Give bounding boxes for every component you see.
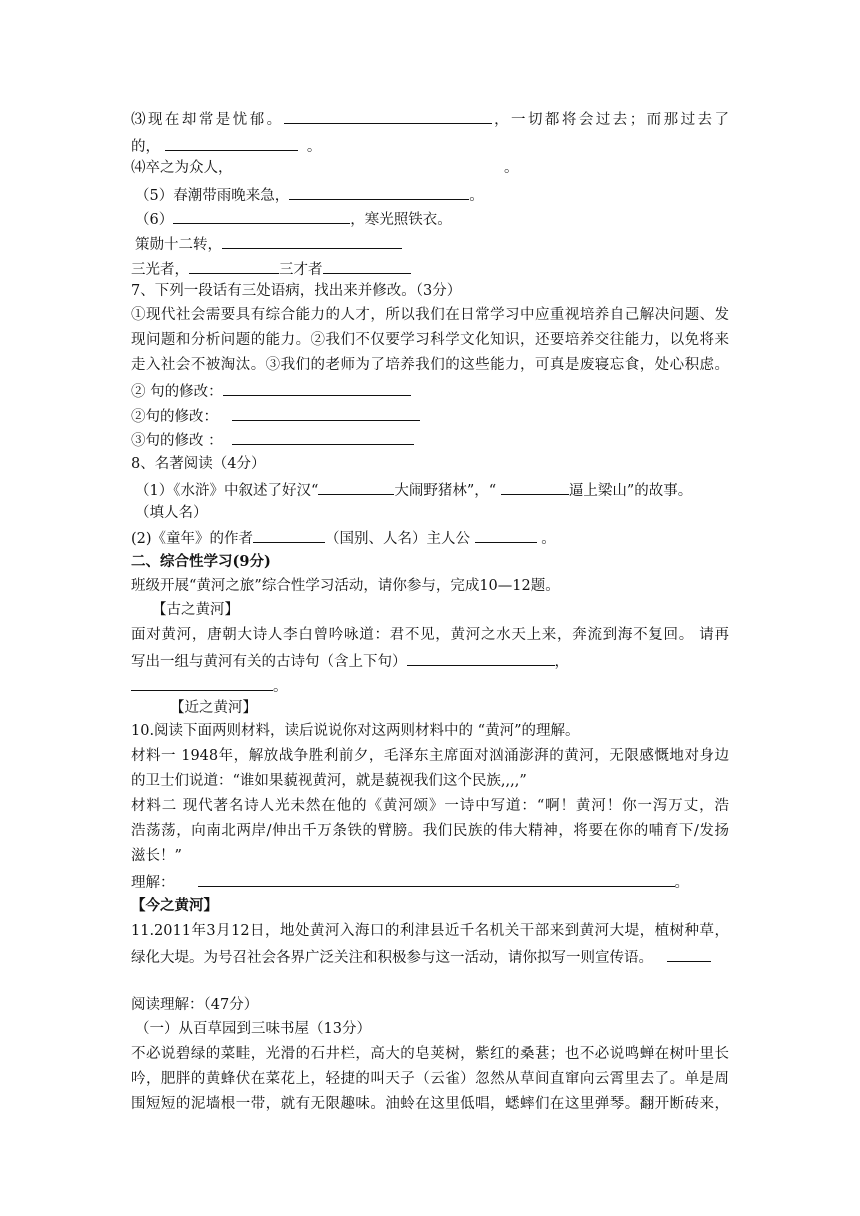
q7-fix1 [131, 380, 411, 402]
q7-p2: 现问题和分析问题的能力。②我们不仅要学习科学文化知识，还要培养交往能力，以免将来 [131, 332, 729, 348]
q5-line [135, 184, 484, 206]
q11-b [131, 946, 711, 968]
q7-fix3-blank[interactable] [232, 429, 414, 445]
q11-b-text: 绿化大堤。为号召社会各界广泛关注和积极参与这一活动，请你拟写一则宣传语。 [131, 950, 653, 966]
q3-prefix: ⑶现在却常是忧郁。 [131, 112, 284, 128]
now-heading: 【今之黄河】 [131, 897, 218, 914]
q3-blank2[interactable] [165, 135, 298, 151]
ancient-p3-end: 。 [273, 679, 288, 695]
q6c-a: 三光者， [131, 262, 189, 278]
reading-title: 阅读理解：（47分） [131, 997, 259, 1013]
q10-title: 10.阅读下面两则材料，读后说说你对这两则材料中的 “黄河”的理解。 [131, 723, 580, 739]
q7-title: 7、下列一段话有三处语病，找出来并修改。（3分） [131, 283, 462, 299]
q8-l3b: （国别、人名）主人公 [325, 531, 475, 547]
q6-suffix: ，寒光照铁衣。 [350, 212, 452, 228]
q8-blank3[interactable] [253, 527, 325, 543]
ancient-heading: 【古之黄河】 [152, 602, 239, 618]
ancient-p2-end: ， [554, 654, 569, 670]
q5-suffix: 。 [469, 188, 484, 204]
q8-blank2[interactable] [501, 479, 569, 495]
q5-prefix: （5）春潮带雨晚来急， [135, 188, 290, 204]
q3-blank1[interactable] [284, 108, 492, 124]
ancient-blank2[interactable] [131, 675, 273, 691]
q11-a: 11.2011年3月12日，地处黄河入海口的利津县近千名机关干部来到黄河大堤，植树种草， [131, 923, 729, 939]
q7-fix3 [131, 429, 414, 451]
reading-p2: 吟，肥胖的黄蜂伏在菜花上，轻捷的叫天子（云雀）忽然从草间直窜向云霄里去了。单是周 [131, 1071, 729, 1087]
q6b-blank[interactable] [222, 233, 402, 249]
q4-suffix: 。 [504, 160, 519, 176]
q8-line1 [135, 479, 692, 501]
section2-intro: 班级开展“黄河之旅”综合性学习活动，请你参与，完成10—12题。 [131, 578, 560, 594]
q8-blank4[interactable] [475, 527, 537, 543]
reading-p1: 不必说碧绿的菜畦，光滑的石井栏，高大的皂荚树，紫红的桑葚；也不必说鸣蝉在树叶里长 [131, 1046, 729, 1062]
material2-b: 浩荡荡，向南北两岸/伸出千万条铁的臂膀。我们民族的伟大精神，将要在你的哺育下/发扬 [131, 823, 729, 839]
q6c-b: 三才者 [279, 262, 323, 278]
q8-l1b: 大闹野猪林”，“ [394, 483, 501, 499]
ancient-p3 [131, 675, 288, 697]
q8-l3c: 。 [536, 531, 556, 547]
material2-a: 材料二 现代著名诗人光未然在他的《黄河颂》一诗中写道：“啊！黄河！你一泻万丈，浩 [131, 798, 729, 814]
q7-p1: ①现代社会需要具有综合能力的人才，所以我们在日常学习中应重视培养自己解决问题、发 [131, 307, 729, 323]
recent-heading: 【近之黄河】 [170, 700, 257, 716]
q3-line2-prefix: 的， [131, 139, 160, 155]
q6-blank[interactable] [173, 208, 350, 224]
understand-label: 理解： [131, 875, 175, 891]
q7-fix1-blank[interactable] [223, 380, 411, 396]
q8-line2: （填人名） [135, 505, 208, 521]
ancient-p2 [131, 650, 569, 672]
material2-c: 滋长！” [131, 848, 182, 864]
q4-prefix: ⑷卒之为众人， [131, 160, 233, 176]
ancient-blank1[interactable] [407, 650, 555, 666]
q5-blank[interactable] [289, 184, 469, 200]
q8-blank1[interactable] [318, 479, 394, 495]
understand-line [131, 871, 689, 893]
q6c-blank1[interactable] [189, 258, 279, 274]
material1-a: 材料一 1948年，解放战争胜利前夕，毛泽东主席面对汹涌澎湃的黄河，无限感慨地对身边 [131, 748, 729, 764]
q8-title: 8、名著阅读（4分） [131, 456, 266, 472]
q8-l3a: (2)《童年》的作者 [131, 531, 254, 547]
q3-line2 [131, 135, 321, 157]
material1-b: 的卫士们说道：“谁如果藐视黄河，就是藐视我们这个民族,,,,” [131, 773, 527, 789]
section2-title: 二、综合性学习(9分) [131, 553, 271, 570]
q6c-line [131, 258, 411, 280]
q6-line [135, 208, 452, 230]
q4-suffix-wrap [504, 158, 519, 178]
reading-p3: 围短短的泥墙根一带，就有无限趣味。油蛉在这里低唱，蟋蟀们在这里弹琴。翻开断砖来， [131, 1096, 729, 1112]
q6c-blank2[interactable] [323, 258, 411, 274]
q7-fix3-label: ③句的修改 ： [131, 433, 223, 449]
ancient-p2-text: 写出一组与黄河有关的古诗句（含上下句） [131, 654, 407, 670]
q6-prefix: （6） [135, 212, 174, 228]
q4-line [131, 158, 233, 178]
q8-l1a: （1）《水浒》中叙述了好汉“ [135, 483, 319, 499]
reading-sub: （一）从百草园到三味书屋（13分） [135, 1021, 371, 1037]
q7-fix2-blank[interactable] [232, 405, 420, 421]
understand-end: 。 [674, 875, 690, 891]
q8-line3 [131, 527, 556, 549]
q3-mid: ，一切都将会过去；而那过去了 [491, 112, 729, 128]
q7-fix1-label: ② 句的修改： [131, 384, 223, 400]
q3-line2-suffix: 。 [306, 139, 322, 155]
q11-blank[interactable] [667, 946, 711, 962]
understand-blank[interactable] [198, 871, 675, 887]
q8-l1c: 逼上梁山”的故事。 [568, 483, 693, 499]
ancient-p1: 面对黄河，唐朝大诗人李白曾吟咏道：君不见，黄河之水天上来，奔流到海不复回。 请再 [131, 627, 729, 643]
q6b-line [135, 233, 402, 255]
q7-fix2 [131, 405, 420, 427]
q7-fix2-label: ②句的修改： [131, 409, 218, 425]
q7-p3: 走入社会不被淘汰。③我们的老师为了培养我们的这些能力，可真是废寝忘食，处心积虑。 [131, 357, 729, 373]
q3-line1 [131, 108, 729, 130]
q6b-prefix: 策勋十二转， [135, 237, 222, 253]
